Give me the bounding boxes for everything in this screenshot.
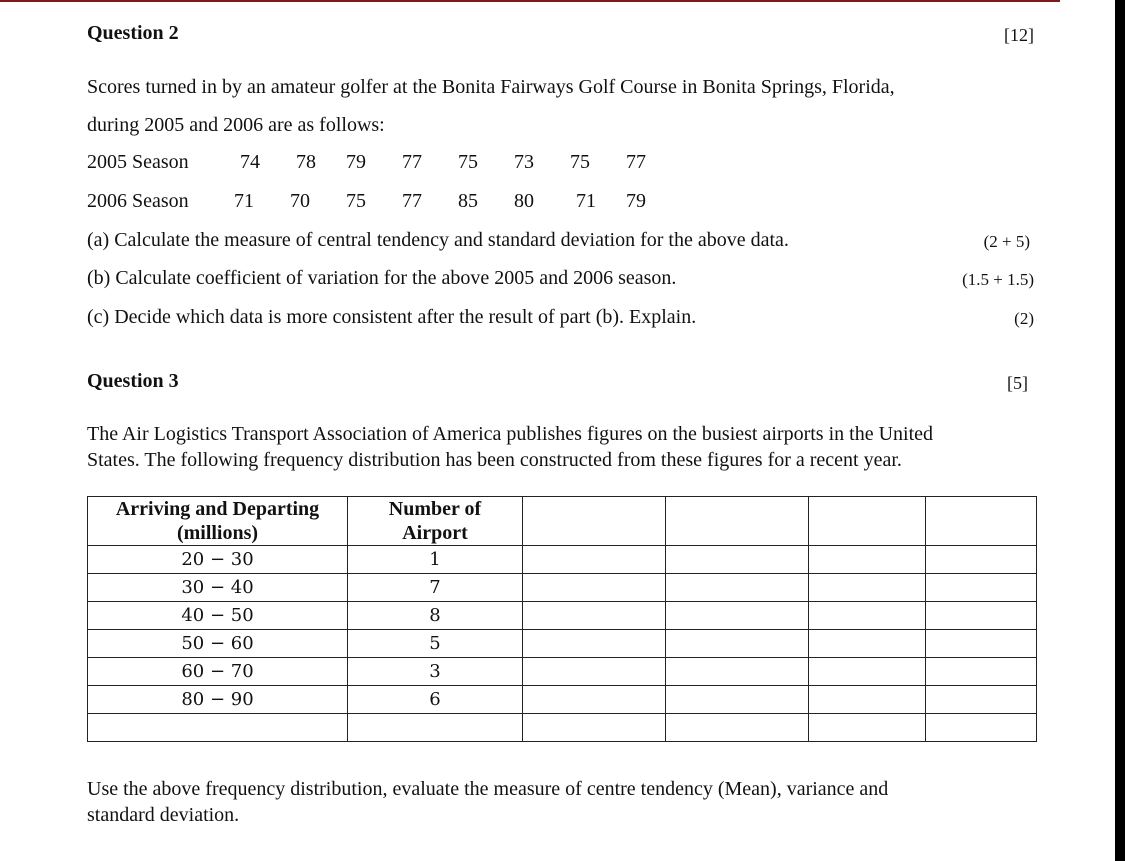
season-2006-row (87, 190, 687, 216)
empty-header-cell (523, 497, 666, 546)
empty-header-cell (926, 497, 1037, 546)
count-cell: 8 (348, 602, 523, 630)
question-2-part-b: (b) Calculate coefficient of variation for the above 2005 and 2006 season. (87, 267, 677, 289)
question-2-part-b-marks: (1.5 + 1.5) (962, 270, 1034, 289)
empty-header-cell (809, 497, 926, 546)
question-3-title: Question 3 (87, 370, 179, 392)
empty-cell (523, 630, 666, 658)
empty-header-cell (666, 497, 809, 546)
season-2006-score: 75 (346, 190, 366, 212)
empty-cell (809, 546, 926, 574)
season-2006-score: 70 (290, 190, 310, 212)
col-number-of-airport-header (348, 497, 523, 546)
season-2005-row (87, 151, 687, 177)
col-2-header-line-2: Airport (402, 522, 468, 544)
empty-cell (523, 686, 666, 714)
empty-cell (666, 686, 809, 714)
empty-cell (809, 658, 926, 686)
col-1-header-line-1: Arriving and Departing (115, 498, 320, 520)
season-2005-score: 74 (240, 151, 260, 173)
range-cell: 20 − 30 (88, 546, 348, 574)
empty-cell (523, 574, 666, 602)
empty-cell (348, 714, 523, 742)
season-2005-score: 75 (458, 151, 478, 173)
empty-cell (666, 574, 809, 602)
empty-cell (926, 686, 1037, 714)
question-3-intro-line-1: The Air Logistics Transport Association of America publishes figures on the busiest airports in the United (87, 423, 934, 445)
question-3-intro-line-2: States. The following frequency distribution has been constructed from these figures for a recent year. (87, 449, 902, 471)
question-2-part-c-marks: (2) (1014, 309, 1034, 328)
table-row (88, 574, 1037, 602)
table-row (88, 686, 1037, 714)
count-cell: 1 (348, 546, 523, 574)
top-rule (0, 0, 1060, 2)
range-cell: 30 − 40 (88, 574, 348, 602)
table-header-row (88, 497, 1037, 546)
empty-cell (88, 714, 348, 742)
empty-cell (523, 602, 666, 630)
season-2005-score: 75 (570, 151, 590, 173)
empty-cell (926, 546, 1037, 574)
empty-cell (523, 714, 666, 742)
season-2005-score: 79 (346, 151, 366, 173)
question-3-instructions-line-2: standard deviation. (87, 804, 240, 826)
empty-cell (666, 630, 809, 658)
range-cell: 80 − 90 (88, 686, 348, 714)
empty-cell (809, 714, 926, 742)
empty-cell (666, 602, 809, 630)
range-cell: 40 − 50 (88, 602, 348, 630)
empty-cell (809, 602, 926, 630)
empty-cell (926, 630, 1037, 658)
table-row (88, 630, 1037, 658)
count-cell: 7 (348, 574, 523, 602)
season-2005-label: 2005 Season (87, 151, 189, 173)
season-2005-score: 73 (514, 151, 534, 173)
question-3-intro (87, 421, 1067, 473)
season-2005-score: 77 (402, 151, 422, 173)
empty-cell (523, 658, 666, 686)
range-cell: 50 − 60 (88, 630, 348, 658)
season-2006-score: 71 (576, 190, 596, 212)
season-2005-score: 78 (296, 151, 316, 173)
count-cell: 5 (348, 630, 523, 658)
question-2-intro-line-2: during 2005 and 2006 are as follows: (87, 114, 385, 136)
count-cell: 6 (348, 686, 523, 714)
frequency-table (87, 496, 1037, 742)
empty-cell (809, 574, 926, 602)
empty-cell (666, 714, 809, 742)
col-1-header-line-2: (millions) (176, 522, 259, 544)
question-3-marks: [5] (1007, 373, 1028, 393)
question-2-title: Question 2 (87, 22, 179, 44)
question-2-intro-line-1: Scores turned in by an amateur golfer at the Bonita Fairways Golf Course in Bonita Springs, Florida, (87, 76, 895, 98)
empty-cell (926, 658, 1037, 686)
question-2-part-a-marks: (2 + 5) (983, 232, 1030, 251)
empty-cell (926, 602, 1037, 630)
question-3-instructions-line-1: Use the above frequency distribution, evaluate the measure of centre tendency (Mean), variance and (87, 778, 889, 800)
table-row (88, 602, 1037, 630)
question-2-intro (87, 68, 1047, 144)
season-2006-score: 80 (514, 190, 534, 212)
empty-cell (666, 546, 809, 574)
empty-cell (523, 546, 666, 574)
empty-cell (809, 686, 926, 714)
table-row-blank (88, 714, 1037, 742)
question-2-part-a: (a) Calculate the measure of central tendency and standard deviation for the above data. (87, 229, 789, 251)
col-2-header-line-1: Number of (388, 498, 482, 520)
empty-cell (926, 574, 1037, 602)
question-2-part-c: (c) Decide which data is more consistent after the result of part (b). Explain. (87, 306, 697, 328)
count-cell: 3 (348, 658, 523, 686)
empty-cell (926, 714, 1037, 742)
season-2006-label: 2006 Season (87, 190, 189, 212)
table-row (88, 546, 1037, 574)
empty-cell (666, 658, 809, 686)
table-row (88, 658, 1037, 686)
col-arriving-departing-header (88, 497, 348, 546)
season-2006-score: 85 (458, 190, 478, 212)
season-2006-score: 71 (234, 190, 254, 212)
empty-cell (809, 630, 926, 658)
range-cell: 60 − 70 (88, 658, 348, 686)
season-2006-score: 77 (402, 190, 422, 212)
question-3-instructions (87, 776, 1067, 828)
season-2006-score: 79 (626, 190, 646, 212)
season-2005-score: 77 (626, 151, 646, 173)
question-2-marks: [12] (1004, 25, 1034, 45)
